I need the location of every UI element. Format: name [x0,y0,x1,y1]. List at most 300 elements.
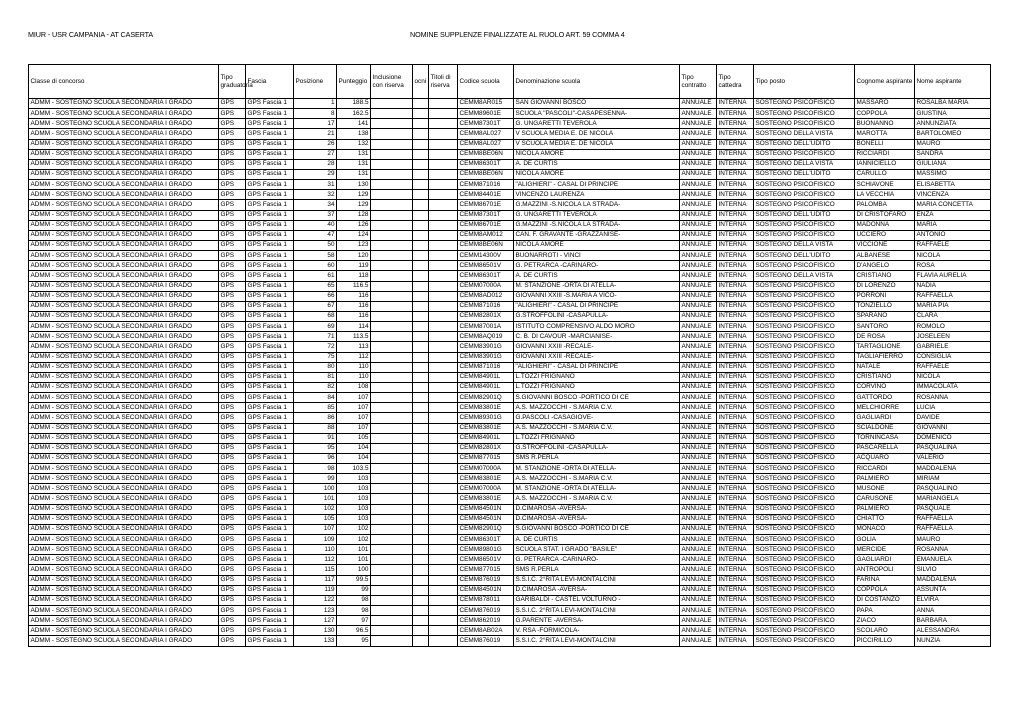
table-cell: GPS Fascia 1 [246,575,294,585]
table-cell: GPS [219,606,246,616]
table-cell [429,413,458,423]
table-cell: GPS [219,190,246,200]
table-cell: ADMM - SOSTEGNO SCUOLA SECONDARIA I GRADO [29,291,219,301]
table-cell: GPS [219,200,246,210]
table-cell: 85 [294,403,337,413]
table-cell: GPS Fascia 1 [246,494,294,504]
table-cell [413,291,429,301]
table-cell: COPPOLA [855,585,915,595]
table-cell [429,210,458,220]
table-cell: SOSTEGNO PSICOFISICO [754,555,855,565]
table-cell [413,200,429,210]
column-header: Tipo graduatoria [219,65,246,99]
table-row [29,332,991,342]
table-cell: L.TOZZI FRIGNANO [514,372,680,382]
table-cell: IANNICIELLO [855,159,915,169]
table-cell: GIUSTINA [915,109,991,119]
table-cell: ANNUALE [680,433,717,443]
table-cell [429,494,458,504]
table-cell [371,443,413,453]
table-cell: 131 [337,169,371,179]
table-cell: CEMM83901G [458,342,514,352]
table-cell: GPS [219,453,246,463]
table-cell: ANNUALE [680,149,717,159]
table-cell: GPS [219,109,246,119]
table-header [29,65,991,99]
table-cell: G.MAZZINI -S.NICOLA LA STRADA- [514,220,680,230]
table-cell [429,149,458,159]
table-cell: GPS [219,464,246,474]
table-row [29,595,991,605]
table-cell [429,190,458,200]
table-cell: 21 [294,129,337,139]
table-cell: 114 [337,322,371,332]
column-header: Posizione [294,65,337,99]
table-cell: GPS [219,322,246,332]
table-cell: ANNUALE [680,464,717,474]
table-row [29,626,991,636]
table-cell: ANNUALE [680,190,717,200]
table-cell: ADMM - SOSTEGNO SCUOLA SECONDARIA I GRADO [29,362,219,372]
table-cell: CEMM82901Q [458,524,514,534]
table-cell: ADMM - SOSTEGNO SCUOLA SECONDARIA I GRADO [29,99,219,109]
table-cell: GPS [219,220,246,230]
table-cell: GPS Fascia 1 [246,443,294,453]
table-cell: FARINA [855,575,915,585]
table-row [29,575,991,585]
table-cell: ROSANNA [915,393,991,403]
nomine-table [28,64,991,647]
table-row [29,433,991,443]
table-cell: 40 [294,220,337,230]
table-cell: "ALIGHIERI" - CASAL DI PRINCIPE [514,362,680,372]
table-cell: 103.5 [337,464,371,474]
table-cell: NICOLA AMORE [514,149,680,159]
table-cell: GPS [219,514,246,524]
table-cell [429,616,458,626]
table-cell: GPS [219,535,246,545]
table-cell: GPS [219,524,246,534]
table-cell: CEMM83801E [458,474,514,484]
table-cell [371,514,413,524]
table-cell: GPS [219,433,246,443]
table-cell: MAURO [915,139,991,149]
table-cell: GPS Fascia 1 [246,626,294,636]
table-cell: CEMM83901G [458,352,514,362]
table-cell: GPS [219,119,246,129]
table-cell: 105 [337,433,371,443]
table-row [29,423,991,433]
table-cell: MARIANGELA [915,494,991,504]
table-cell: ANNUNZIATA [915,119,991,129]
table-cell: ADMM - SOSTEGNO SCUOLA SECONDARIA I GRADO [29,585,219,595]
table-cell [429,606,458,616]
table-cell: G. PETRARCA -CARINARO- [514,555,680,565]
table-cell [413,139,429,149]
table-cell: INTERNA [717,230,754,240]
table-row [29,220,991,230]
table-cell: SOSTEGNO PSICOFISICO [754,190,855,200]
table-cell: VINCENZO LAURENZA [514,190,680,200]
table-cell: G.PARENTE -AVERSA- [514,616,680,626]
table-cell [371,626,413,636]
table-cell [413,251,429,261]
table-cell: ADMM - SOSTEGNO SCUOLA SECONDARIA I GRADO [29,149,219,159]
table-cell [429,443,458,453]
table-cell: GPS [219,99,246,109]
table-cell: A.S. MAZZOCCHI - S.MARIA C.V. [514,494,680,504]
table-cell: ADMM - SOSTEGNO SCUOLA SECONDARIA I GRADO [29,575,219,585]
table-cell: MAROTTA [855,129,915,139]
table-cell [429,585,458,595]
table-cell [429,261,458,271]
table-cell: INTERNA [717,636,754,646]
table-cell: GIOVANNI XXIII -S.MARIA A VICO- [514,291,680,301]
table-cell: ADMM - SOSTEGNO SCUOLA SECONDARIA I GRADO [29,494,219,504]
table-cell: SOSTEGNO DELLA VISTA [754,240,855,250]
table-cell: ROMOLO [915,322,991,332]
table-cell: 101 [294,494,337,504]
table-cell: SOSTEGNO PSICOFISICO [754,261,855,271]
table-cell: 110 [337,372,371,382]
table-cell: GPS [219,443,246,453]
table-cell: 116 [337,301,371,311]
table-cell: CORVINO [855,382,915,392]
table-cell [429,352,458,362]
table-cell: CEMM82901Q [458,393,514,403]
table-cell: GPS Fascia 1 [246,210,294,220]
table-cell [429,372,458,382]
table-cell: PASQUALINO [915,484,991,494]
table-cell: SCUOLA "PASCOLI"-CASAPESENNA- [514,109,680,119]
table-cell: GPS [219,372,246,382]
table-cell: 27 [294,149,337,159]
table-cell: INTERNA [717,342,754,352]
table-cell: 95 [294,443,337,453]
table-cell [371,433,413,443]
table-cell: ANNUALE [680,636,717,646]
table-cell: INTERNA [717,514,754,524]
table-cell [413,210,429,220]
table-cell [371,453,413,463]
table-cell: GIOVANNI XXIII -RECALE- [514,342,680,352]
table-cell: CEMM876019 [458,636,514,646]
table-cell [371,524,413,534]
table-cell [413,453,429,463]
table-cell: INTERNA [717,494,754,504]
table-cell: ADMM - SOSTEGNO SCUOLA SECONDARIA I GRADO [29,230,219,240]
table-cell: GPS [219,413,246,423]
table-cell [371,555,413,565]
table-cell [429,109,458,119]
table-cell [429,595,458,605]
table-cell: 68 [294,311,337,321]
table-cell: CEMM84501N [458,514,514,524]
table-cell: NICOLA [915,372,991,382]
table-cell: INTERNA [717,535,754,545]
table-cell: SOSTEGNO DELL'UDITO [754,139,855,149]
table-cell: CHIATTO [855,514,915,524]
table-cell: 118 [337,271,371,281]
table-cell: INTERNA [717,271,754,281]
table-cell: ASSUNTA [915,585,991,595]
table-cell: A.S. MAZZOCCHI - S.MARIA C.V. [514,474,680,484]
table-cell [429,393,458,403]
table-cell: MONACO [855,524,915,534]
table-cell: GPS [219,362,246,372]
table-cell [429,169,458,179]
table-row [29,210,991,220]
table-cell: 126 [337,220,371,230]
table-cell: ANNUALE [680,362,717,372]
table-cell: INTERNA [717,504,754,514]
table-cell: GAGLIARDI [855,413,915,423]
table-cell [413,169,429,179]
table-cell: CEMM87301T [458,119,514,129]
table-cell [429,119,458,129]
table-cell: NICOLA AMORE [514,169,680,179]
table-cell [371,129,413,139]
table-cell: 116.5 [337,281,371,291]
table-cell: A. DE CURTIS [514,535,680,545]
table-cell [413,595,429,605]
table-cell: UCCIERO [855,230,915,240]
table-cell: CEMM8AM012 [458,230,514,240]
table-cell: SOSTEGNO PSICOFISICO [754,301,855,311]
table-cell: INTERNA [717,251,754,261]
table-cell [413,403,429,413]
table-cell: INTERNA [717,129,754,139]
table-cell: GPS [219,129,246,139]
table-cell: ADMM - SOSTEGNO SCUOLA SECONDARIA I GRADO [29,322,219,332]
table-cell [429,251,458,261]
table-cell: GPS Fascia 1 [246,514,294,524]
table-cell: SOSTEGNO PSICOFISICO [754,433,855,443]
table-cell: ENZA [915,210,991,220]
table-cell [371,504,413,514]
table-cell: INTERNA [717,261,754,271]
table-cell: 112 [337,352,371,362]
table-cell: GIOVANNI [915,423,991,433]
table-cell: MADDALENA [915,575,991,585]
table-cell: CEMM87301T [458,210,514,220]
table-cell: MARIA CONCETTA [915,200,991,210]
table-cell: CEMM84901L [458,382,514,392]
table-cell: ADMM - SOSTEGNO SCUOLA SECONDARIA I GRADO [29,626,219,636]
table-cell [429,484,458,494]
table-cell: DI LORENZO [855,281,915,291]
table-cell: INTERNA [717,119,754,129]
table-cell: GPS Fascia 1 [246,474,294,484]
table-cell: ANNUALE [680,220,717,230]
table-cell: CEMM87001A [458,322,514,332]
table-cell: CEMM878011 [458,595,514,605]
table-cell: 107 [337,413,371,423]
table-cell: G. UNGARETTI TEVEROLA [514,119,680,129]
table-row [29,636,991,646]
table-cell: SOSTEGNO PSICOFISICO [754,585,855,595]
table-cell: GPS Fascia 1 [246,453,294,463]
table-cell: CEMM82801X [458,311,514,321]
table-cell [371,251,413,261]
table-cell: ANNUALE [680,484,717,494]
table-cell: GOLIA [855,535,915,545]
table-cell: 128 [337,210,371,220]
table-cell: 96.5 [337,626,371,636]
table-cell: 99.5 [337,575,371,585]
table-cell [371,585,413,595]
table-cell: 110 [337,362,371,372]
table-cell: ADMM - SOSTEGNO SCUOLA SECONDARIA I GRADO [29,555,219,565]
table-cell: 100 [294,484,337,494]
table-cell: GPS Fascia 1 [246,139,294,149]
table-row [29,514,991,524]
table-cell: V SCUOLA MEDIA E. DE NICOLA [514,139,680,149]
table-cell: TAGLIAFIERRO [855,352,915,362]
table-cell [429,301,458,311]
table-cell: 98 [337,606,371,616]
table-cell: 58 [294,251,337,261]
table-cell: GPS [219,575,246,585]
table-cell [371,180,413,190]
table-row [29,524,991,534]
table-cell: 82 [294,382,337,392]
table-cell: ANNUALE [680,382,717,392]
table-cell [371,423,413,433]
table-cell: TONZIELLO [855,301,915,311]
table-cell [371,372,413,382]
table-cell: INTERNA [717,180,754,190]
table-cell: SOSTEGNO PSICOFISICO [754,484,855,494]
table-row [29,504,991,514]
table-row [29,230,991,240]
table-cell: GPS Fascia 1 [246,271,294,281]
table-cell: 103 [337,514,371,524]
table-cell: 123 [337,240,371,250]
table-cell: INTERNA [717,413,754,423]
table-row [29,200,991,210]
table-cell: 99 [294,474,337,484]
table-cell: ACQUARO [855,453,915,463]
table-cell: 80 [294,362,337,372]
table-cell: GPS Fascia 1 [246,352,294,362]
table-cell: M. STANZIONE -ORTA DI ATELLA- [514,484,680,494]
table-cell: ANNUALE [680,311,717,321]
table-cell: CONSIGLIA [915,352,991,362]
table-cell: ADMM - SOSTEGNO SCUOLA SECONDARIA I GRADO [29,484,219,494]
table-cell: 88 [294,423,337,433]
table-row [29,443,991,453]
table-cell: BARBARA [915,616,991,626]
table-cell: GPS [219,332,246,342]
table-cell: BUONANNO [855,119,915,129]
table-cell: PALMIERO [855,504,915,514]
table-cell: ADMM - SOSTEGNO SCUOLA SECONDARIA I GRADO [29,251,219,261]
table-cell [413,494,429,504]
table-cell: SCUOLA STAT. I GRADO "BASILE" [514,545,680,555]
table-row [29,545,991,555]
table-cell: SCOLARO [855,626,915,636]
table-cell: D'ANGELO [855,261,915,271]
table-cell [429,545,458,555]
table-cell [371,190,413,200]
table-cell [371,332,413,342]
table-cell: 32 [294,190,337,200]
table-cell: ANNUALE [680,443,717,453]
table-cell: INTERNA [717,393,754,403]
table-cell: CEMM871016 [458,362,514,372]
table-cell: 100 [337,565,371,575]
table-cell: SOSTEGNO PSICOFISICO [754,514,855,524]
table-cell: S.S.I.C. 2°RITA LEVI-MONTALCINI [514,575,680,585]
table-cell: CEMM876019 [458,575,514,585]
table-cell: 50 [294,240,337,250]
table-row [29,352,991,362]
table-cell [413,372,429,382]
table-cell: SOSTEGNO PSICOFISICO [754,342,855,352]
table-cell [371,271,413,281]
table-cell: SOSTEGNO PSICOFISICO [754,575,855,585]
table-cell: SMS R.PERLA [514,453,680,463]
table-cell: CEMM8BE06N [458,240,514,250]
table-cell: MIRIAM [915,474,991,484]
table-cell: INTERNA [717,311,754,321]
table-cell [429,322,458,332]
table-cell: CEMM8AR015 [458,99,514,109]
table-cell: G.STROFFOLINI -CASAPULLA- [514,443,680,453]
table-cell [429,139,458,149]
table-cell: CEMM84501N [458,585,514,595]
table-cell: CEMM07000A [458,464,514,474]
table-row [29,169,991,179]
table-cell: GPS Fascia 1 [246,382,294,392]
table-cell: SPARANO [855,311,915,321]
table-cell: SOSTEGNO PSICOFISICO [754,200,855,210]
table-cell [413,240,429,250]
table-cell: SOSTEGNO PSICOFISICO [754,362,855,372]
table-cell: GPS [219,261,246,271]
table-cell: GPS Fascia 1 [246,413,294,423]
table-cell: ANNUALE [680,585,717,595]
table-cell: SOSTEGNO PSICOFISICO [754,109,855,119]
table-cell: CEMM8AQ019 [458,332,514,342]
table-cell: GPS [219,180,246,190]
table-cell [429,362,458,372]
table-cell: C. B. DI CAVOUR -MARCIANISE- [514,332,680,342]
table-cell [371,403,413,413]
table-cell: GPS [219,149,246,159]
table-cell: 101 [337,555,371,565]
table-cell: 86 [294,413,337,423]
table-cell: MASSIMO [915,169,991,179]
table-cell [371,352,413,362]
table-cell: 131 [337,159,371,169]
table-row [29,362,991,372]
table-cell [429,129,458,139]
table-cell: 1 [294,99,337,109]
table-row [29,555,991,565]
table-cell: CEMM82801X [458,443,514,453]
column-header: Cognome aspirante [855,65,915,99]
table-cell: ANNUALE [680,504,717,514]
table-cell: GPS Fascia 1 [246,504,294,514]
table-cell: ADMM - SOSTEGNO SCUOLA SECONDARIA I GRADO [29,433,219,443]
table-cell: INTERNA [717,109,754,119]
table-cell: INTERNA [717,210,754,220]
table-cell: GPS [219,504,246,514]
table-cell: CEMM86701E [458,220,514,230]
table-cell: ADMM - SOSTEGNO SCUOLA SECONDARIA I GRADO [29,636,219,646]
